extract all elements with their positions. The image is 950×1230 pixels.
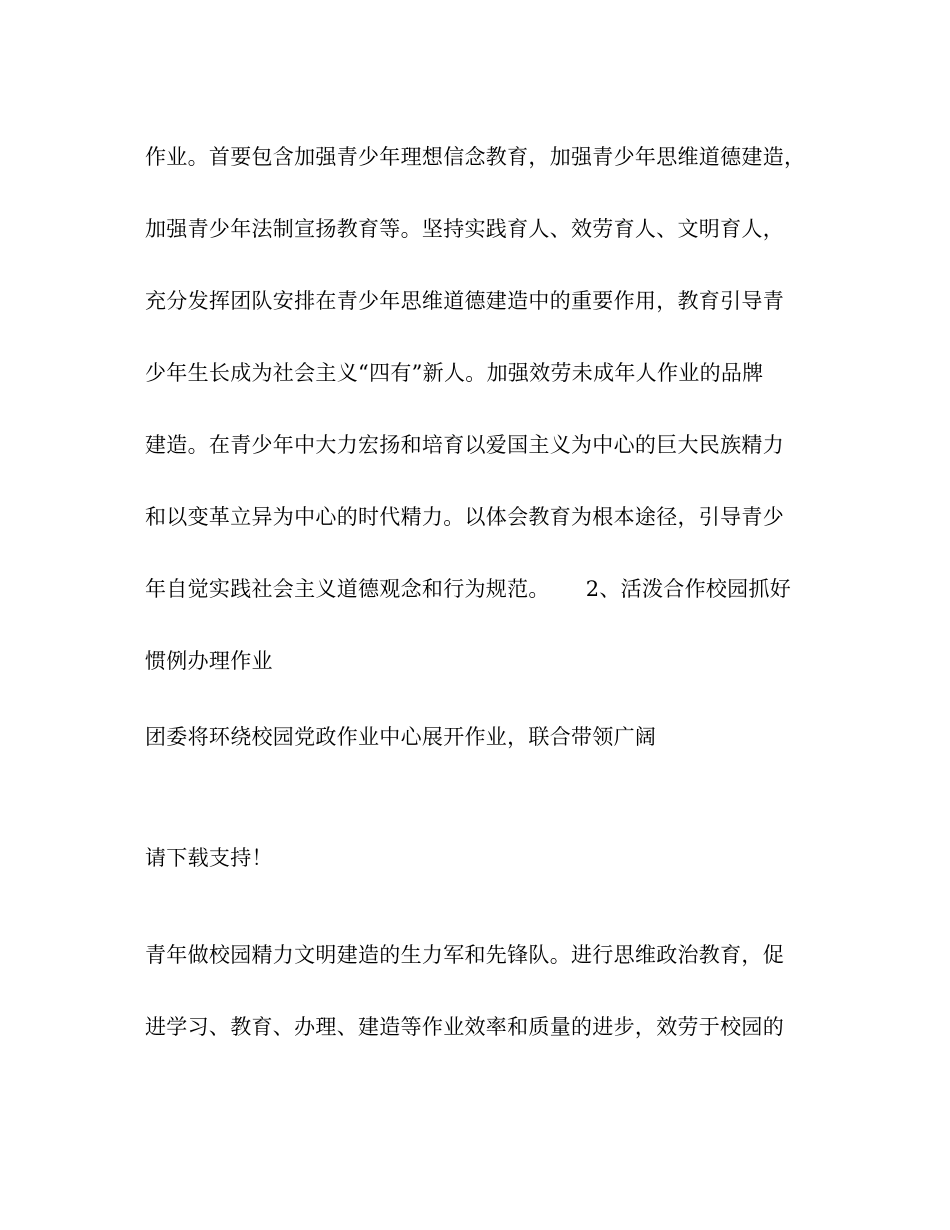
download-notice: 请下载支持！ [145, 846, 273, 870]
paragraph-text: 年自觉实践社会主义道德观念和行为规范。 [145, 577, 550, 601]
paragraph-line: 团委将环绕校园党政作业中心展开作业，联合带领广阔 [145, 725, 657, 749]
paragraph-line [145, 574, 825, 604]
paragraph-line: 进学习、教育、办理、建造等作业效率和质量的进步，效劳于校园的 [145, 1015, 784, 1039]
paragraph-line: 作业。首要包含加强青少年理想信念教育，加强青少年思维道德建造， [145, 145, 806, 169]
paragraph-line: 建造。在青少年中大力宏扬和培育以爱国主义为中心的巨大民族精力 [145, 433, 784, 457]
paragraph-line: 少年生长成为社会主义“四有”新人。加强效劳未成年人作业的品牌 [145, 361, 764, 385]
paragraph-line: 青年做校园精力文明建造的生力军和先锋队。进行思维政治教育，促 [145, 943, 784, 967]
section-heading: 2、活泼合作校园抓好 [585, 577, 792, 601]
paragraph-line: 加强青少年法制宣扬教育等。坚持实践育人、效劳育人、文明育人， [145, 217, 784, 241]
section-heading-continued: 惯例办理作业 [145, 649, 273, 673]
paragraph-line: 和以变革立异为中心的时代精力。以体会教育为根本途径，引导青少 [145, 505, 784, 529]
paragraph-line: 充分发挥团队安排在青少年思维道德建造中的重要作用，教育引导青 [145, 289, 784, 313]
